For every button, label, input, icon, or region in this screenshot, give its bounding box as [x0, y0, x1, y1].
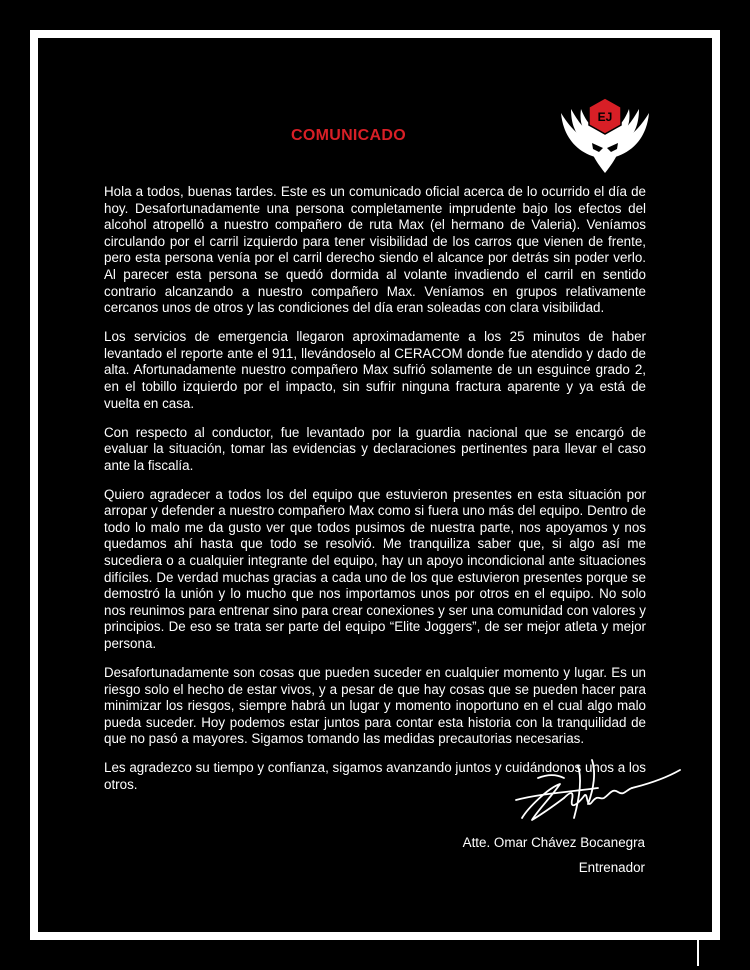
document-body: [104, 184, 646, 806]
document-page: [38, 38, 712, 932]
paragraph: Les agradezco su tiempo y confianza, sigamos avanzando juntos y cuidándonos unos a los otros.: [104, 760, 646, 792]
signature-name: Atte. Omar Chávez Bocanegra: [462, 835, 645, 850]
edge-mark: [697, 940, 699, 966]
signature-role: Entrenador: [578, 860, 645, 875]
elite-joggers-logo-icon: [557, 95, 653, 177]
paragraph: Con respecto al conductor, fue levantado por la guardia nacional que se encargó de evaluar la situación, tomar las evidencias y declaraciones pertinentes para llevar el caso ante la fiscalía.: [104, 424, 646, 473]
paragraph: Quiero agradecer a todos los del equipo que estuvieron presentes en esta situación por arropar y defender a nuestro compañero Max como si fuera uno más del equipo. Dentro de todo lo malo me da gusto ver que todos pusimos de nuestra parte, nos apoyamos y nos quedamos ahí hasta que todo se resolvió. Me tranquiliza saber que, si algo así me sucediera o a cualquier integrante del equipo, hay un apoyo incondicional ante situaciones difíciles. De verdad muchas gracias a cada uno de los que estuvieron presentes porque se demostró la unión y lo mucho que nos importamos unos por otros en el equipo. No solo nos reunimos para entrenar sino para crear conexiones y ser una comunidad con valores y principios. De eso se trata ser parte del equipo “Elite Joggers”, de ser mejor atleta y mejor persona.: [104, 486, 646, 652]
logo-monogram: EJ: [597, 110, 613, 124]
paragraph: Desafortunadamente son cosas que pueden suceder en cualquier momento y lugar. Es un riesgo solo el hecho de estar vivos, y a pesar de que hay cosas que se pueden hacer para minimizar los riesgos, siempre habrá un lugar y momento inoportuno en el cual algo malo pueda suceder. Hoy podemos estar juntos para contar esta historia con la tranquilidad de que no pasó a mayores. Sigamos tomando las medidas precautorias necesarias.: [104, 665, 646, 747]
paragraph: Hola a todos, buenas tardes. Este es un comunicado oficial acerca de lo ocurrido el día de hoy. Desafortunadamente una persona completamente imprudente bajo los efectos del alcohol atropelló a nuestro compañero de ruta Max (el hermano de Valeria). Veníamos circulando por el carril izquierdo para tener visibilidad de los carros que vienen de frente, pero esta persona venía por el carril derecho siendo el alcance por detrás sin poder verlo. Al parecer esta persona se quedó dormida al volante invadiendo el carril en sentido contrario alcanzando a nuestro compañero Max. Veníamos en grupos relativamente cercanos unos de otros y las condiciones del día eran soleadas con clara visibilidad.: [104, 184, 646, 316]
handwritten-signature: [508, 748, 688, 833]
paragraph: Los servicios de emergencia llegaron aproximadamente a los 25 minutos de haber levantado el reporte ante el 911, llevándoselo al CERACOM donde fue atendido y dado de alta. Afortunadamente nuestro compañero Max sufrió solamente de un esguince grado 2, en el tobillo izquierdo por el impacto, sin sufrir ninguna fractura aparente y ya está de vuelta en casa.: [104, 329, 646, 411]
document-title: COMUNICADO: [291, 127, 406, 144]
